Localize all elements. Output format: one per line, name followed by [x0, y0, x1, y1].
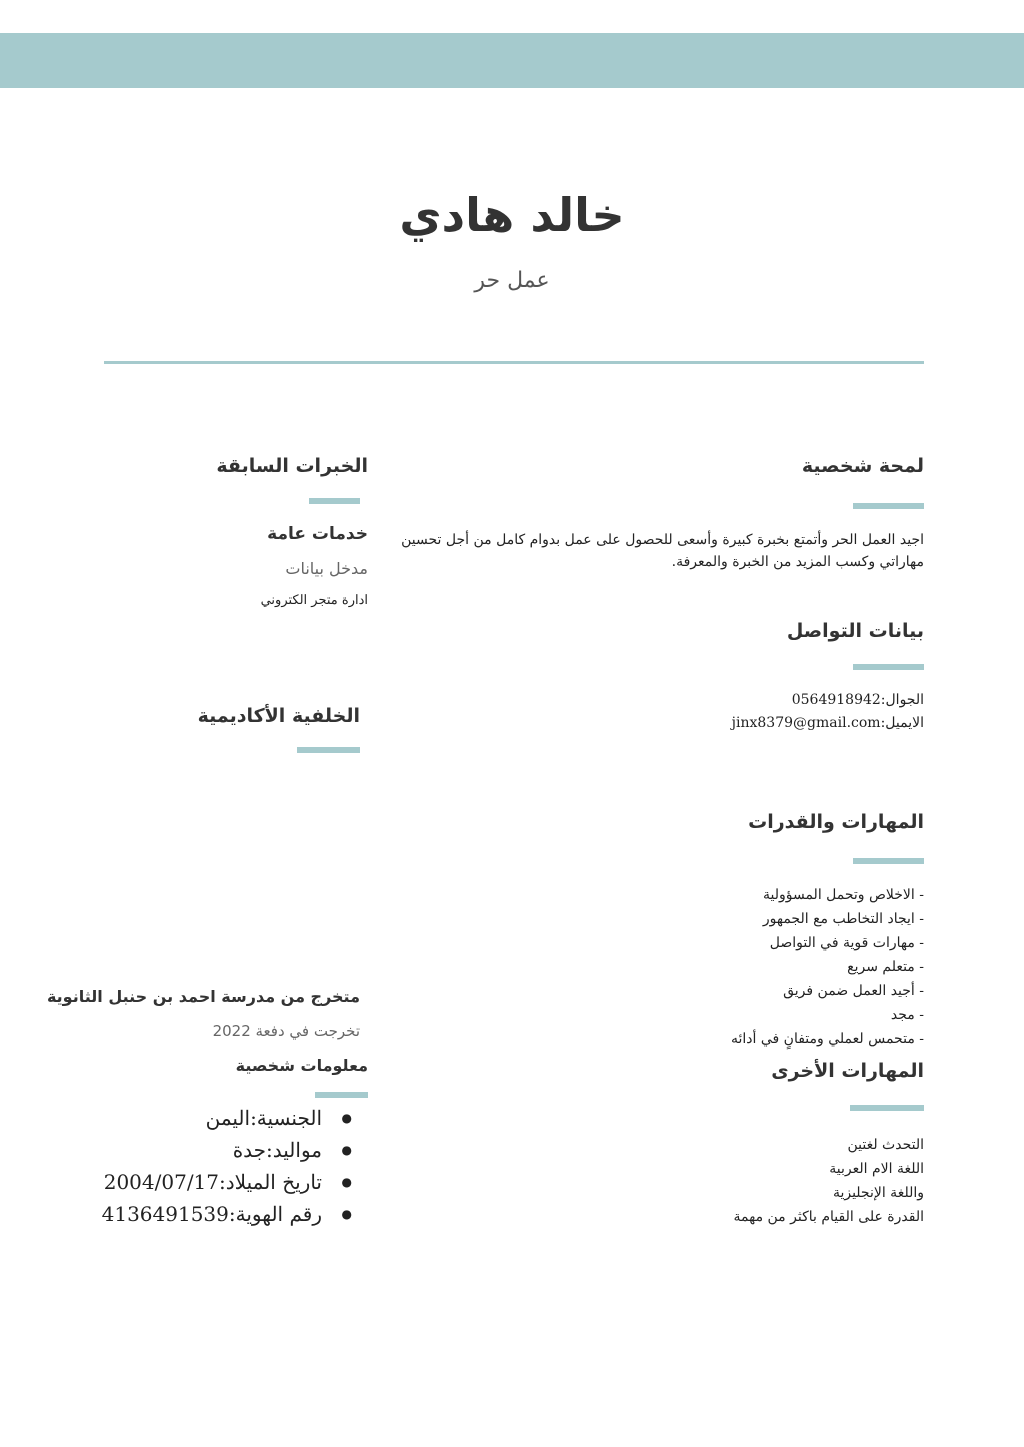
education-heading: الخلفية الأكاديمية	[197, 705, 360, 727]
other-skills-underline	[850, 1105, 924, 1111]
experience-role: مدخل بيانات	[285, 559, 368, 578]
profile-underline	[853, 503, 924, 509]
education-graduation: تخرجت في دفعة 2022	[212, 1022, 360, 1040]
personal-info-list	[58, 1102, 358, 1230]
personal-info-item: ● الجنسية:اليمن	[58, 1102, 358, 1134]
other-skills-list	[624, 1133, 924, 1229]
header-band	[0, 33, 1024, 88]
profile-heading: لمحة شخصية	[801, 455, 924, 477]
other-skill-item: القدرة على القيام باكثر من مهمة	[733, 1209, 924, 1225]
experience-heading: الخبرات السابقة	[216, 455, 368, 477]
personal-heading: معلومات شخصية	[235, 1056, 368, 1075]
personal-underline	[315, 1092, 368, 1098]
personal-info-item: ● رقم الهوية:4136491539	[58, 1198, 358, 1230]
person-name: خالد هادي	[399, 188, 625, 242]
skill-item: - ايجاد التخاطب مع الجمهور	[762, 911, 924, 927]
personal-info-item: ● مواليد:جدة	[58, 1134, 358, 1166]
other-skill-item: اللغة الام العربية	[829, 1161, 924, 1177]
skill-item: - أجيد العمل ضمن فريق	[783, 983, 924, 999]
skill-item: - مجد	[890, 1007, 924, 1023]
experience-underline	[309, 498, 360, 504]
skills-underline	[853, 858, 924, 864]
other-skill-item: التحدث لغتين	[847, 1137, 924, 1153]
skills-heading: المهارات والقدرات	[748, 811, 924, 833]
job-title: عمل حر	[474, 268, 550, 293]
skill-item: - الاخلاص وتحمل المسؤولية	[762, 887, 924, 903]
other-skills-heading: المهارات الأخرى	[771, 1060, 924, 1082]
contact-phone: الجوال:0564918942	[791, 692, 924, 708]
contact-heading: بيانات التواصل	[786, 620, 924, 642]
header-divider	[104, 361, 924, 364]
skill-item: - متحمس لعملي ومتفانٍ في أدائه	[731, 1031, 924, 1047]
profile-text: اجيد العمل الحر وأتمتع بخبرة كبيرة وأسعى للحصول على عمل بدوام كامل من أجل تحسين مهاراتي وكسب المزيد من الخبرة والمعرفة.	[401, 532, 924, 570]
personal-info-item: ● تاريخ الميلاد:2004/07/17	[58, 1166, 358, 1198]
other-skill-item: واللغة الإنجليزية	[832, 1185, 924, 1201]
experience-title: خدمات عامة	[267, 524, 368, 544]
skill-item: - متعلم سريع	[847, 959, 924, 975]
education-school: متخرج من مدرسة احمد بن حنبل الثانوية	[46, 987, 360, 1006]
contact-underline	[853, 664, 924, 670]
contact-email: الايميل:jinx8379@gmail.com	[731, 715, 924, 731]
skills-list	[624, 883, 924, 1051]
experience-detail: ادارة متجر الكتروني	[260, 593, 368, 608]
skill-item: - مهارات قوية في التواصل	[769, 935, 924, 951]
education-underline	[297, 747, 360, 753]
